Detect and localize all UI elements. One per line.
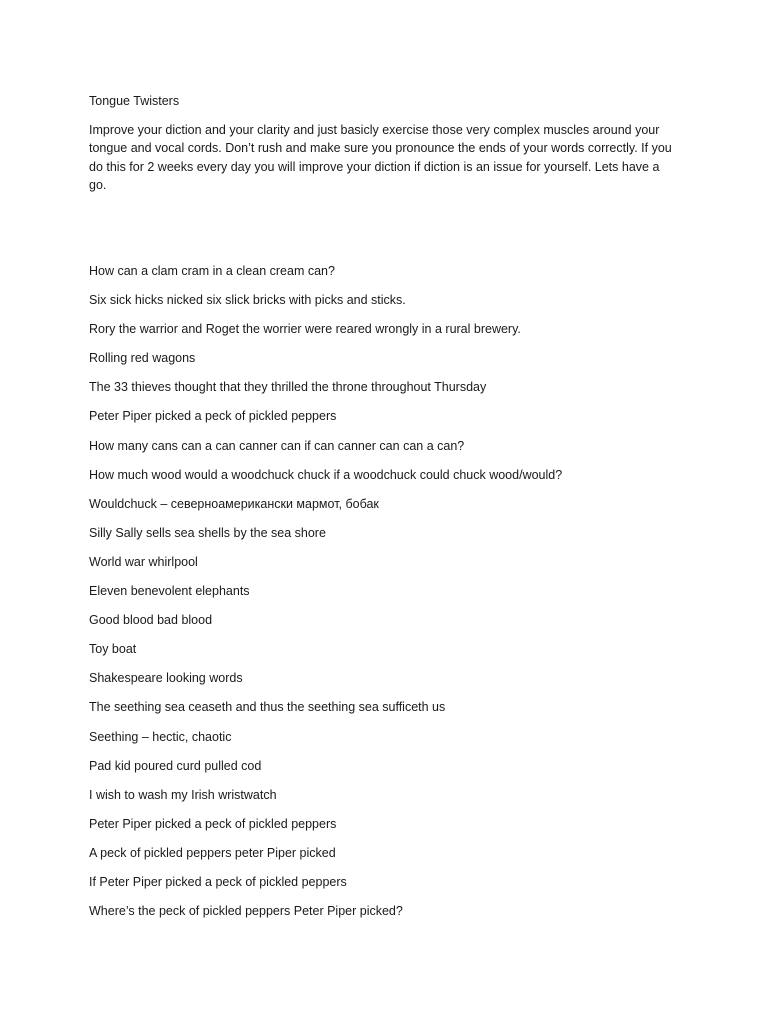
tongue-twister-line: How can a clam cram in a clean cream can? [89, 264, 335, 278]
tongue-twister-line: If Peter Piper picked a peck of pickled peppers [89, 874, 347, 889]
tongue-twister-line: Toy boat [89, 642, 137, 657]
tongue-twister-line: A peck of pickled peppers peter Piper picked [89, 845, 336, 860]
tongue-twister-line: Silly Sally sells sea shells by the sea shore [89, 525, 326, 540]
tongue-twister-line: How much wood would a woodchuck chuck if a woodchuck could chuck wood/would? [89, 467, 563, 482]
document-title: Tongue Twisters [89, 94, 180, 108]
tongue-twister-line: Good blood bad blood [89, 613, 213, 628]
tongue-twister-line: Peter Piper picked a peck of pickled peppers [89, 409, 337, 424]
tongue-twister-line: I wish to wash my Irish wristwatch [89, 787, 277, 802]
tongue-twister-line: World war whirlpool [89, 554, 198, 569]
tongue-twister-line: Peter Piper picked a peck of pickled peppers [89, 816, 337, 831]
tongue-twister-line: Eleven benevolent elephants [89, 584, 250, 599]
tongue-twister-line: Six sick hicks nicked six slick bricks with picks and sticks. [89, 293, 406, 308]
tongue-twister-line: Rolling red wagons [89, 351, 196, 366]
tongue-twister-line: How many cans can a can canner can if can canner can can a can? [89, 438, 465, 453]
tongue-twister-line: The 33 thieves thought that they thrilled the throne throughout Thursday [89, 380, 487, 395]
tongue-twister-line: Wouldchuck – северноамерикански мармот, бобак [89, 496, 379, 511]
tongue-twister-line: The seething sea ceaseth and thus the seething sea sufficeth us [89, 700, 446, 715]
tongue-twister-line: Shakespeare looking words [89, 671, 243, 686]
document-content [89, 92, 689, 919]
tongue-twister-line: Where’s the peck of pickled peppers Peter Piper picked? [89, 904, 403, 919]
tongue-twister-line: Seething – hectic, chaotic [89, 729, 232, 744]
tongue-twister-list [89, 262, 562, 931]
tongue-twister-line: Rory the warrior and Roget the worrier were reared wrongly in a rural brewery. [89, 322, 521, 337]
intro-paragraph: Improve your diction and your clarity and just basicly exercise those very complex muscles around your tongue and vocal cords. Don’t rush and make sure you pronounce the ends of your words correctly. If you do this for 2 weeks every day you will improve your diction if diction is an issue for yourself. Lets have a go. [89, 123, 672, 193]
tongue-twister-line: Pad kid poured curd pulled cod [89, 758, 262, 773]
